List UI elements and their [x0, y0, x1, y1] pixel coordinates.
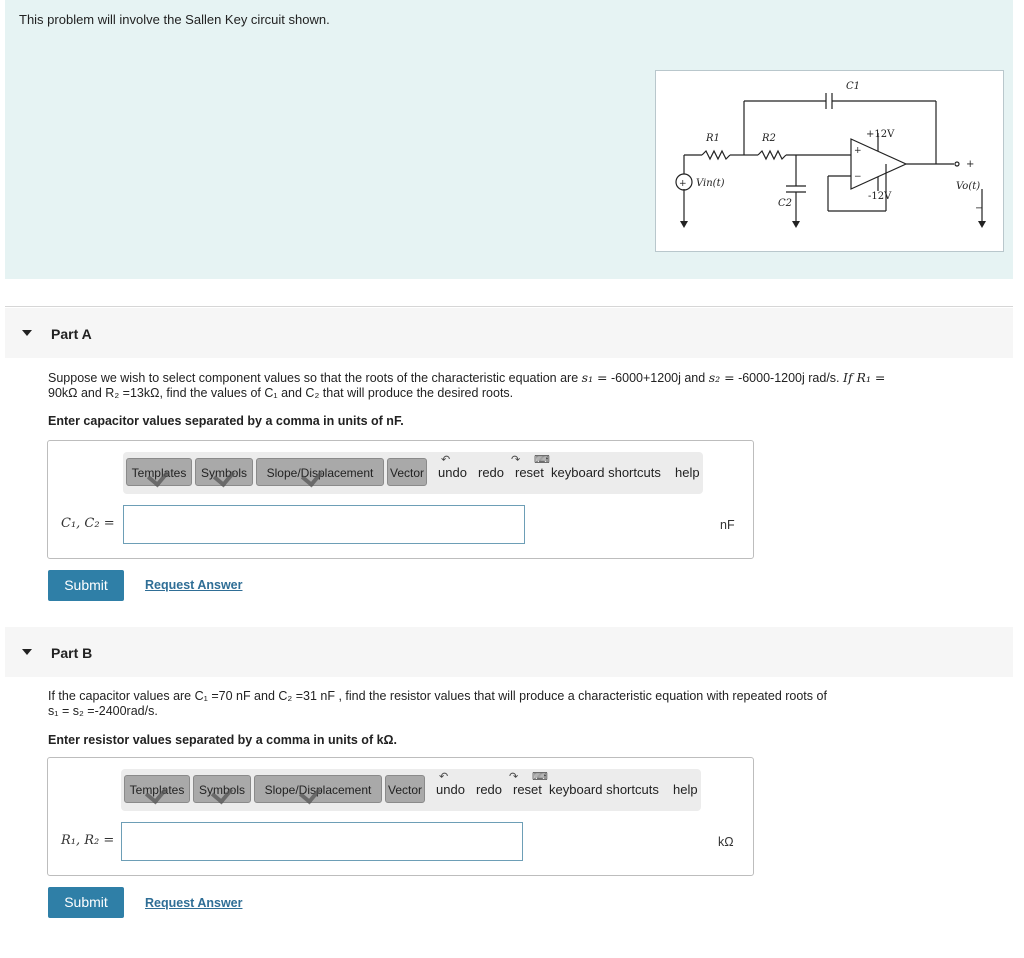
sallen-key-circuit — [656, 71, 1003, 251]
redo-icon[interactable]: ↷ — [509, 771, 519, 783]
part-b-request-answer-link[interactable]: Request Answer — [145, 896, 243, 910]
label-vminus: -12V — [868, 191, 892, 202]
label-vplus: +12V — [866, 129, 895, 140]
part-b-header[interactable] — [5, 627, 1013, 677]
keyboard-shortcuts-button[interactable]: keyboard shortcuts — [551, 465, 661, 480]
part-b-title: Part B — [51, 645, 93, 661]
part-b-answer-input[interactable] — [121, 822, 523, 861]
help-button[interactable]: help — [673, 782, 698, 797]
vector-button[interactable]: Vector — [385, 775, 425, 803]
problem-intro — [5, 0, 1013, 279]
s2-value: -6000-1200j rad/s. — [738, 371, 840, 385]
label-r1: R1 — [706, 133, 720, 144]
part-b-text-2: s₁ = s₂ =-2400rad/s. — [48, 704, 158, 718]
part-a-submit-button[interactable]: Submit — [48, 570, 124, 601]
part-b-unit: kΩ — [718, 835, 734, 849]
undo-icon[interactable]: ↶ — [441, 454, 451, 466]
label-opamp-minus: − — [854, 172, 862, 182]
part-b-question — [48, 689, 1008, 719]
symbols-button[interactable]: Symbols — [195, 458, 253, 486]
redo-button[interactable]: redo — [478, 465, 505, 480]
slope-displacement-button[interactable]: Slope/Displacement — [254, 775, 382, 803]
math-toolbar — [123, 452, 703, 494]
keyboard-shortcuts-button[interactable]: keyboard shortcuts — [549, 782, 659, 797]
label-vin: Vin(t) — [696, 178, 725, 189]
label-r2: R2 — [762, 133, 776, 144]
reset-button[interactable]: reset — [513, 782, 542, 797]
part-b-submit-button[interactable]: Submit — [48, 887, 124, 918]
part-a-header[interactable] — [5, 308, 1013, 358]
s2-lhs: s₂ = — [708, 370, 735, 385]
templates-button[interactable]: Templates — [124, 775, 190, 803]
templates-button[interactable]: Templates — [126, 458, 192, 486]
part-b-text-1: If the capacitor values are C₁ =70 nF and C₂ =31 nF , find the resistor values that will produce a characteristic equation with repeated roots of — [48, 689, 827, 703]
keyboard-icon[interactable]: ⌨ — [534, 454, 550, 466]
part-a-unit: nF — [720, 518, 735, 532]
vector-button[interactable]: Vector — [387, 458, 427, 486]
part-a-answer-input[interactable] — [123, 505, 525, 544]
reset-button[interactable]: reset — [515, 465, 544, 480]
part-b-answer-label: R₁, R₂ = — [61, 833, 115, 848]
label-c1: C1 — [846, 81, 861, 92]
part-a-answer-box — [47, 440, 754, 559]
redo-icon[interactable]: ↷ — [511, 454, 521, 466]
undo-button[interactable]: undo — [438, 465, 467, 480]
redo-button[interactable]: redo — [476, 782, 503, 797]
part-a-answer-label: C₁, C₂ = — [61, 516, 115, 531]
collapse-triangle-icon[interactable] — [22, 649, 32, 655]
slope-displacement-button[interactable]: Slope/Displacement — [256, 458, 384, 486]
circuit-diagram — [655, 70, 1004, 252]
math-toolbar — [121, 769, 701, 811]
part-a-text-2: 90kΩ and R₂ =13kΩ, find the values of C₁ and C₂ that will produce the desired roots. — [48, 386, 514, 400]
intro-text: This problem will involve the Sallen Key circuit shown. — [19, 12, 330, 27]
part-a-instruction: Enter capacitor values separated by a comma in units of nF. — [48, 414, 404, 428]
part-b-answer-box — [47, 757, 754, 876]
part-a-question — [48, 370, 1008, 401]
part-a-title: Part A — [51, 326, 92, 342]
label-vout: Vo(t) — [956, 181, 981, 192]
undo-icon[interactable]: ↶ — [439, 771, 449, 783]
label-out-plus: + — [966, 159, 975, 170]
part-a-request-answer-link[interactable]: Request Answer — [145, 578, 243, 592]
section-divider — [5, 306, 1013, 307]
label-opamp-plus: + — [854, 146, 862, 156]
keyboard-icon[interactable]: ⌨ — [532, 771, 548, 783]
undo-button[interactable]: undo — [436, 782, 465, 797]
help-button[interactable]: help — [675, 465, 700, 480]
part-b-instruction: Enter resistor values separated by a comma in units of kΩ. — [48, 733, 398, 747]
symbols-button[interactable]: Symbols — [193, 775, 251, 803]
collapse-triangle-icon[interactable] — [22, 330, 32, 336]
if-r1: If R₁ = — [843, 370, 886, 385]
label-src-plus: + — [679, 179, 687, 189]
label-out-minus: − — [975, 203, 984, 214]
label-c2: C2 — [778, 198, 793, 209]
s1-value: -6000+1200j — [611, 371, 681, 385]
and-text: and — [684, 371, 706, 385]
part-a-text-1: Suppose we wish to select component values so that the roots of the characteristic equation are — [48, 371, 579, 385]
s1-lhs: s₁ = — [581, 370, 608, 385]
